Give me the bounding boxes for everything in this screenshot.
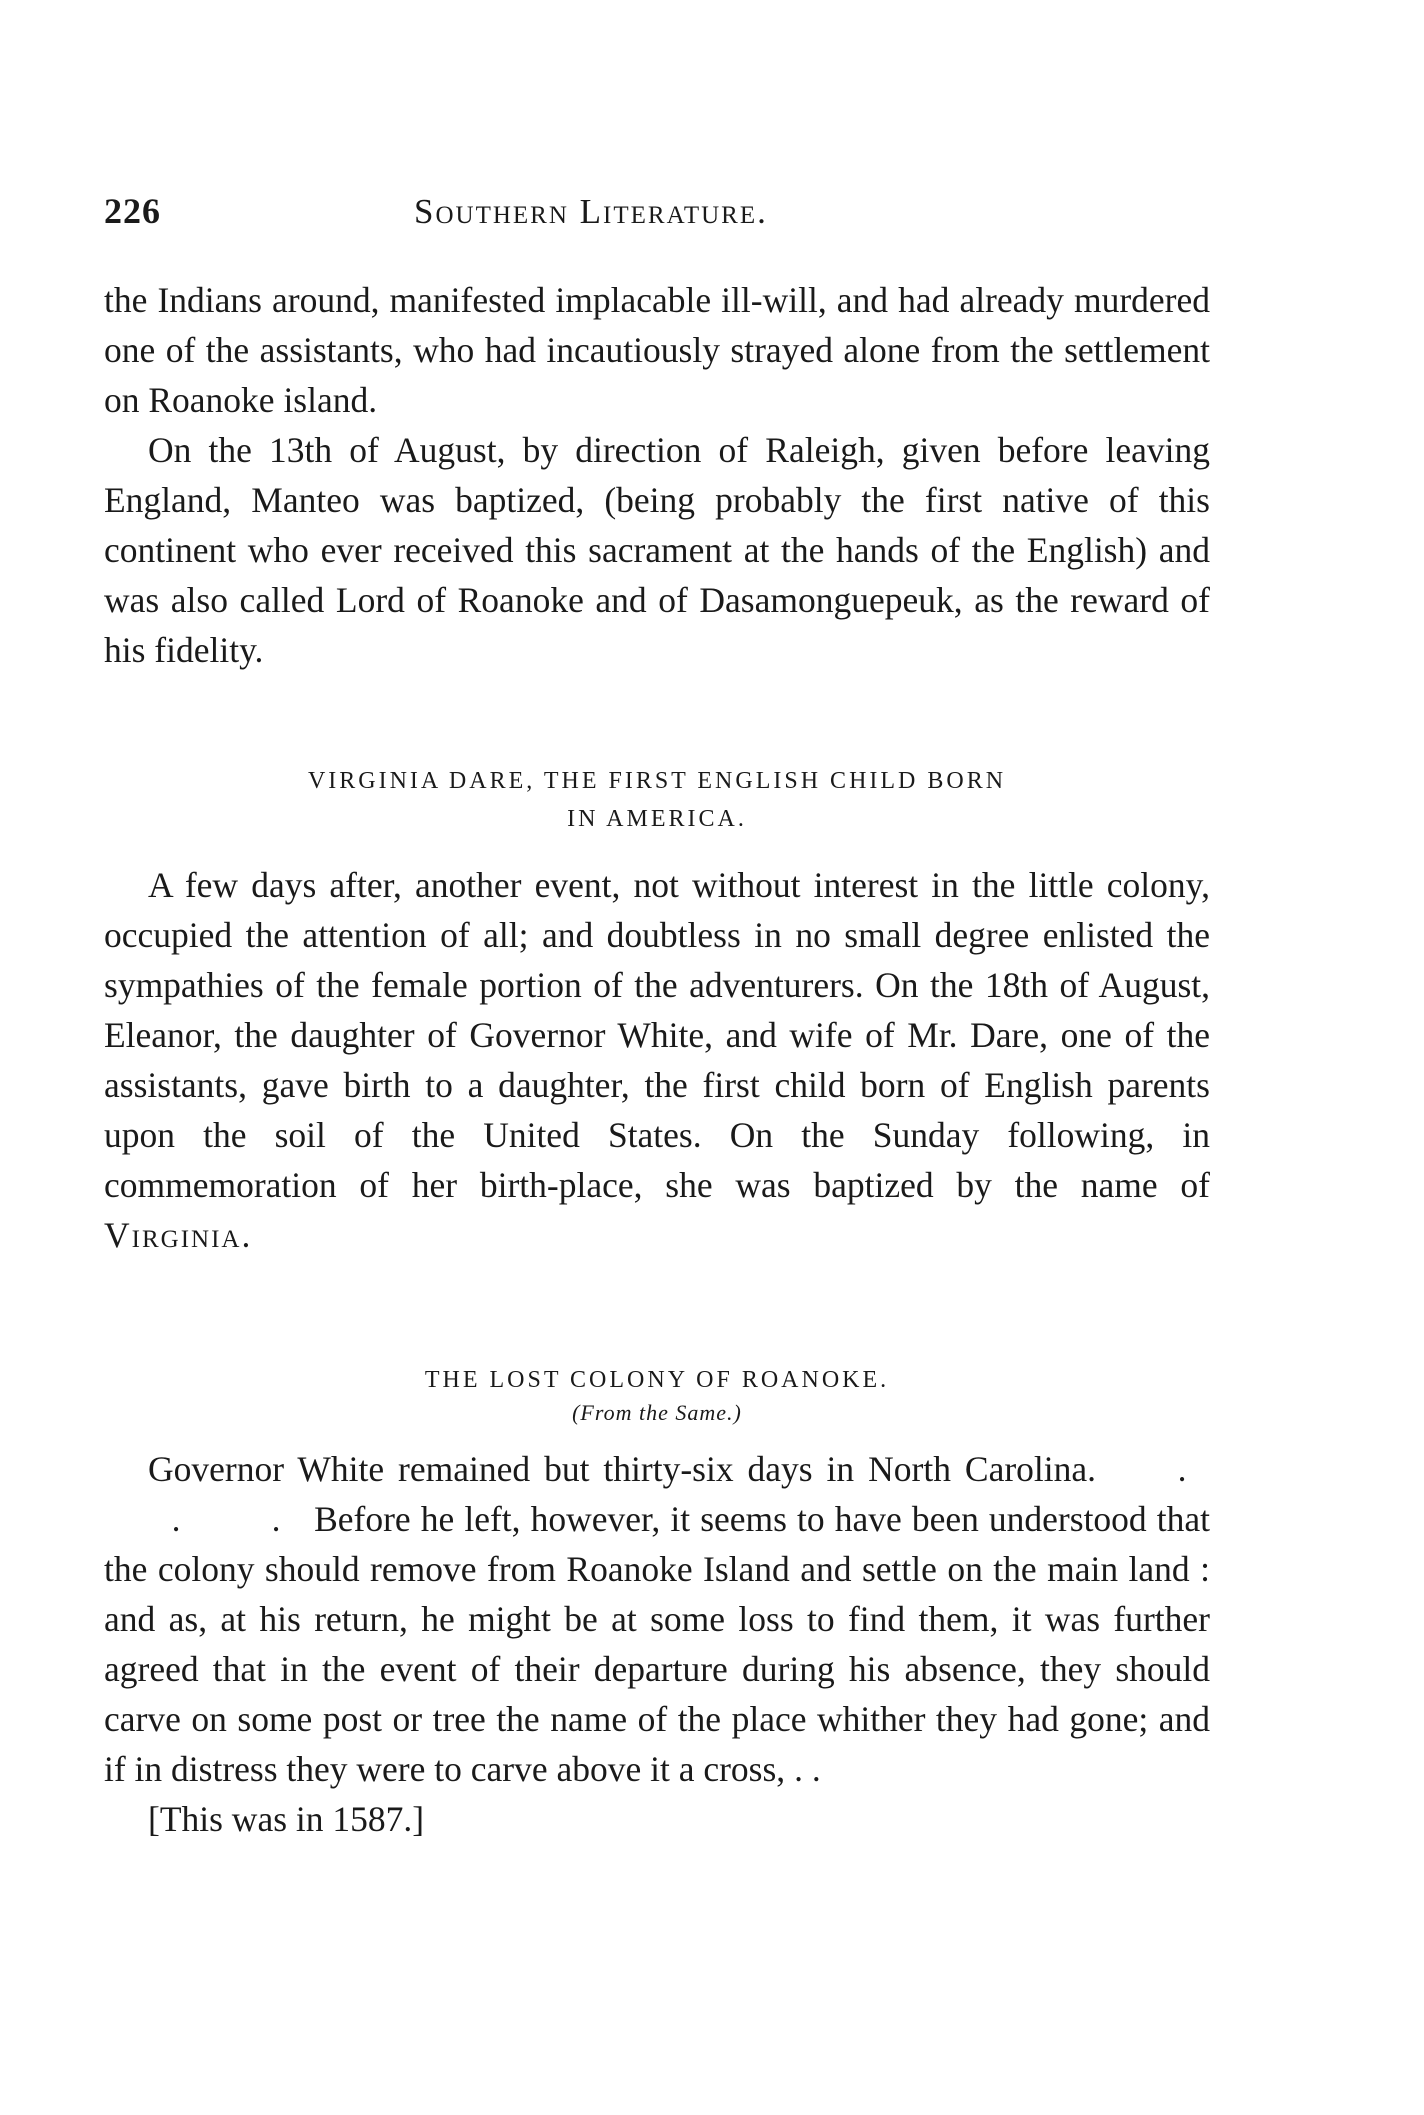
paragraph-text: Governor White remained but thirty-six days in North Carolina.	[148, 1449, 1097, 1489]
paragraph-text: Before he left, however, it seems to have been understood that the colony should remove from Roanoke Island and settle on the main land : and as, at his return, he might be at some loss to find them, it was further agreed that in the event of their departure during his absence, they should carve on some post or tree the name of the place whither they had gone; and if in distress they were to carve above it a cross,	[104, 1499, 1211, 1789]
running-title: Southern Literature.	[414, 192, 768, 231]
section-heading-virginia-dare	[104, 762, 1210, 838]
page-number: 226	[104, 191, 161, 231]
paragraph	[104, 1444, 1210, 1844]
source-note: (From the Same.)	[572, 1400, 742, 1425]
ellipsis-dot: .	[1177, 1449, 1187, 1489]
trailing-dots: . .	[794, 1749, 821, 1789]
name-virginia: Virginia.	[104, 1215, 253, 1255]
ellipsis-dot: .	[271, 1499, 281, 1539]
heading-line: VIRGINIA DARE, THE FIRST ENGLISH CHILD BORN	[307, 768, 1007, 794]
paragraph-text: A few days after, another event, not without interest in the little colony, occupied the attention of all; and doubtless in no small degree enlisted the sympathies of the female portion of the adventurers. On the 18th of August, Eleanor, the daughter of Governor White, and wife of Mr. Dare, one of the assistants, gave birth to a daughter, the first child born of English parents upon the soil of the United States. On the Sunday following, in commemoration of her birth-place, she was baptized by the name of	[104, 865, 1210, 1205]
paragraph: On the 13th of August, by direction of Raleigh, given before leaving England, Manteo was baptized, (being probably the first native of this continent who ever received this sacrament at the hands of the English) and was also called Lord of Roanoke and of Dasamonguepeuk, as the reward of his fidelity.	[104, 430, 1210, 670]
section-virginia-dare	[104, 860, 1210, 1260]
section-lost-colony	[104, 1444, 1210, 1844]
ellipsis-dot: .	[171, 1499, 181, 1539]
paragraph: the Indians around, manifested implacable ill-will, and had already murdered one of the assistants, who had incautiously strayed alone from the settlement on Roanoke island.	[104, 280, 1210, 420]
bracket-note: [This was in 1587.]	[148, 1799, 425, 1839]
heading-line: IN AMERICA.	[567, 806, 747, 832]
paragraph	[104, 860, 1210, 1260]
page-header	[104, 190, 1214, 240]
section-intro	[104, 275, 1210, 675]
section-heading-lost-colony: THE LOST COLONY OF ROANOKE.	[424, 1367, 890, 1393]
